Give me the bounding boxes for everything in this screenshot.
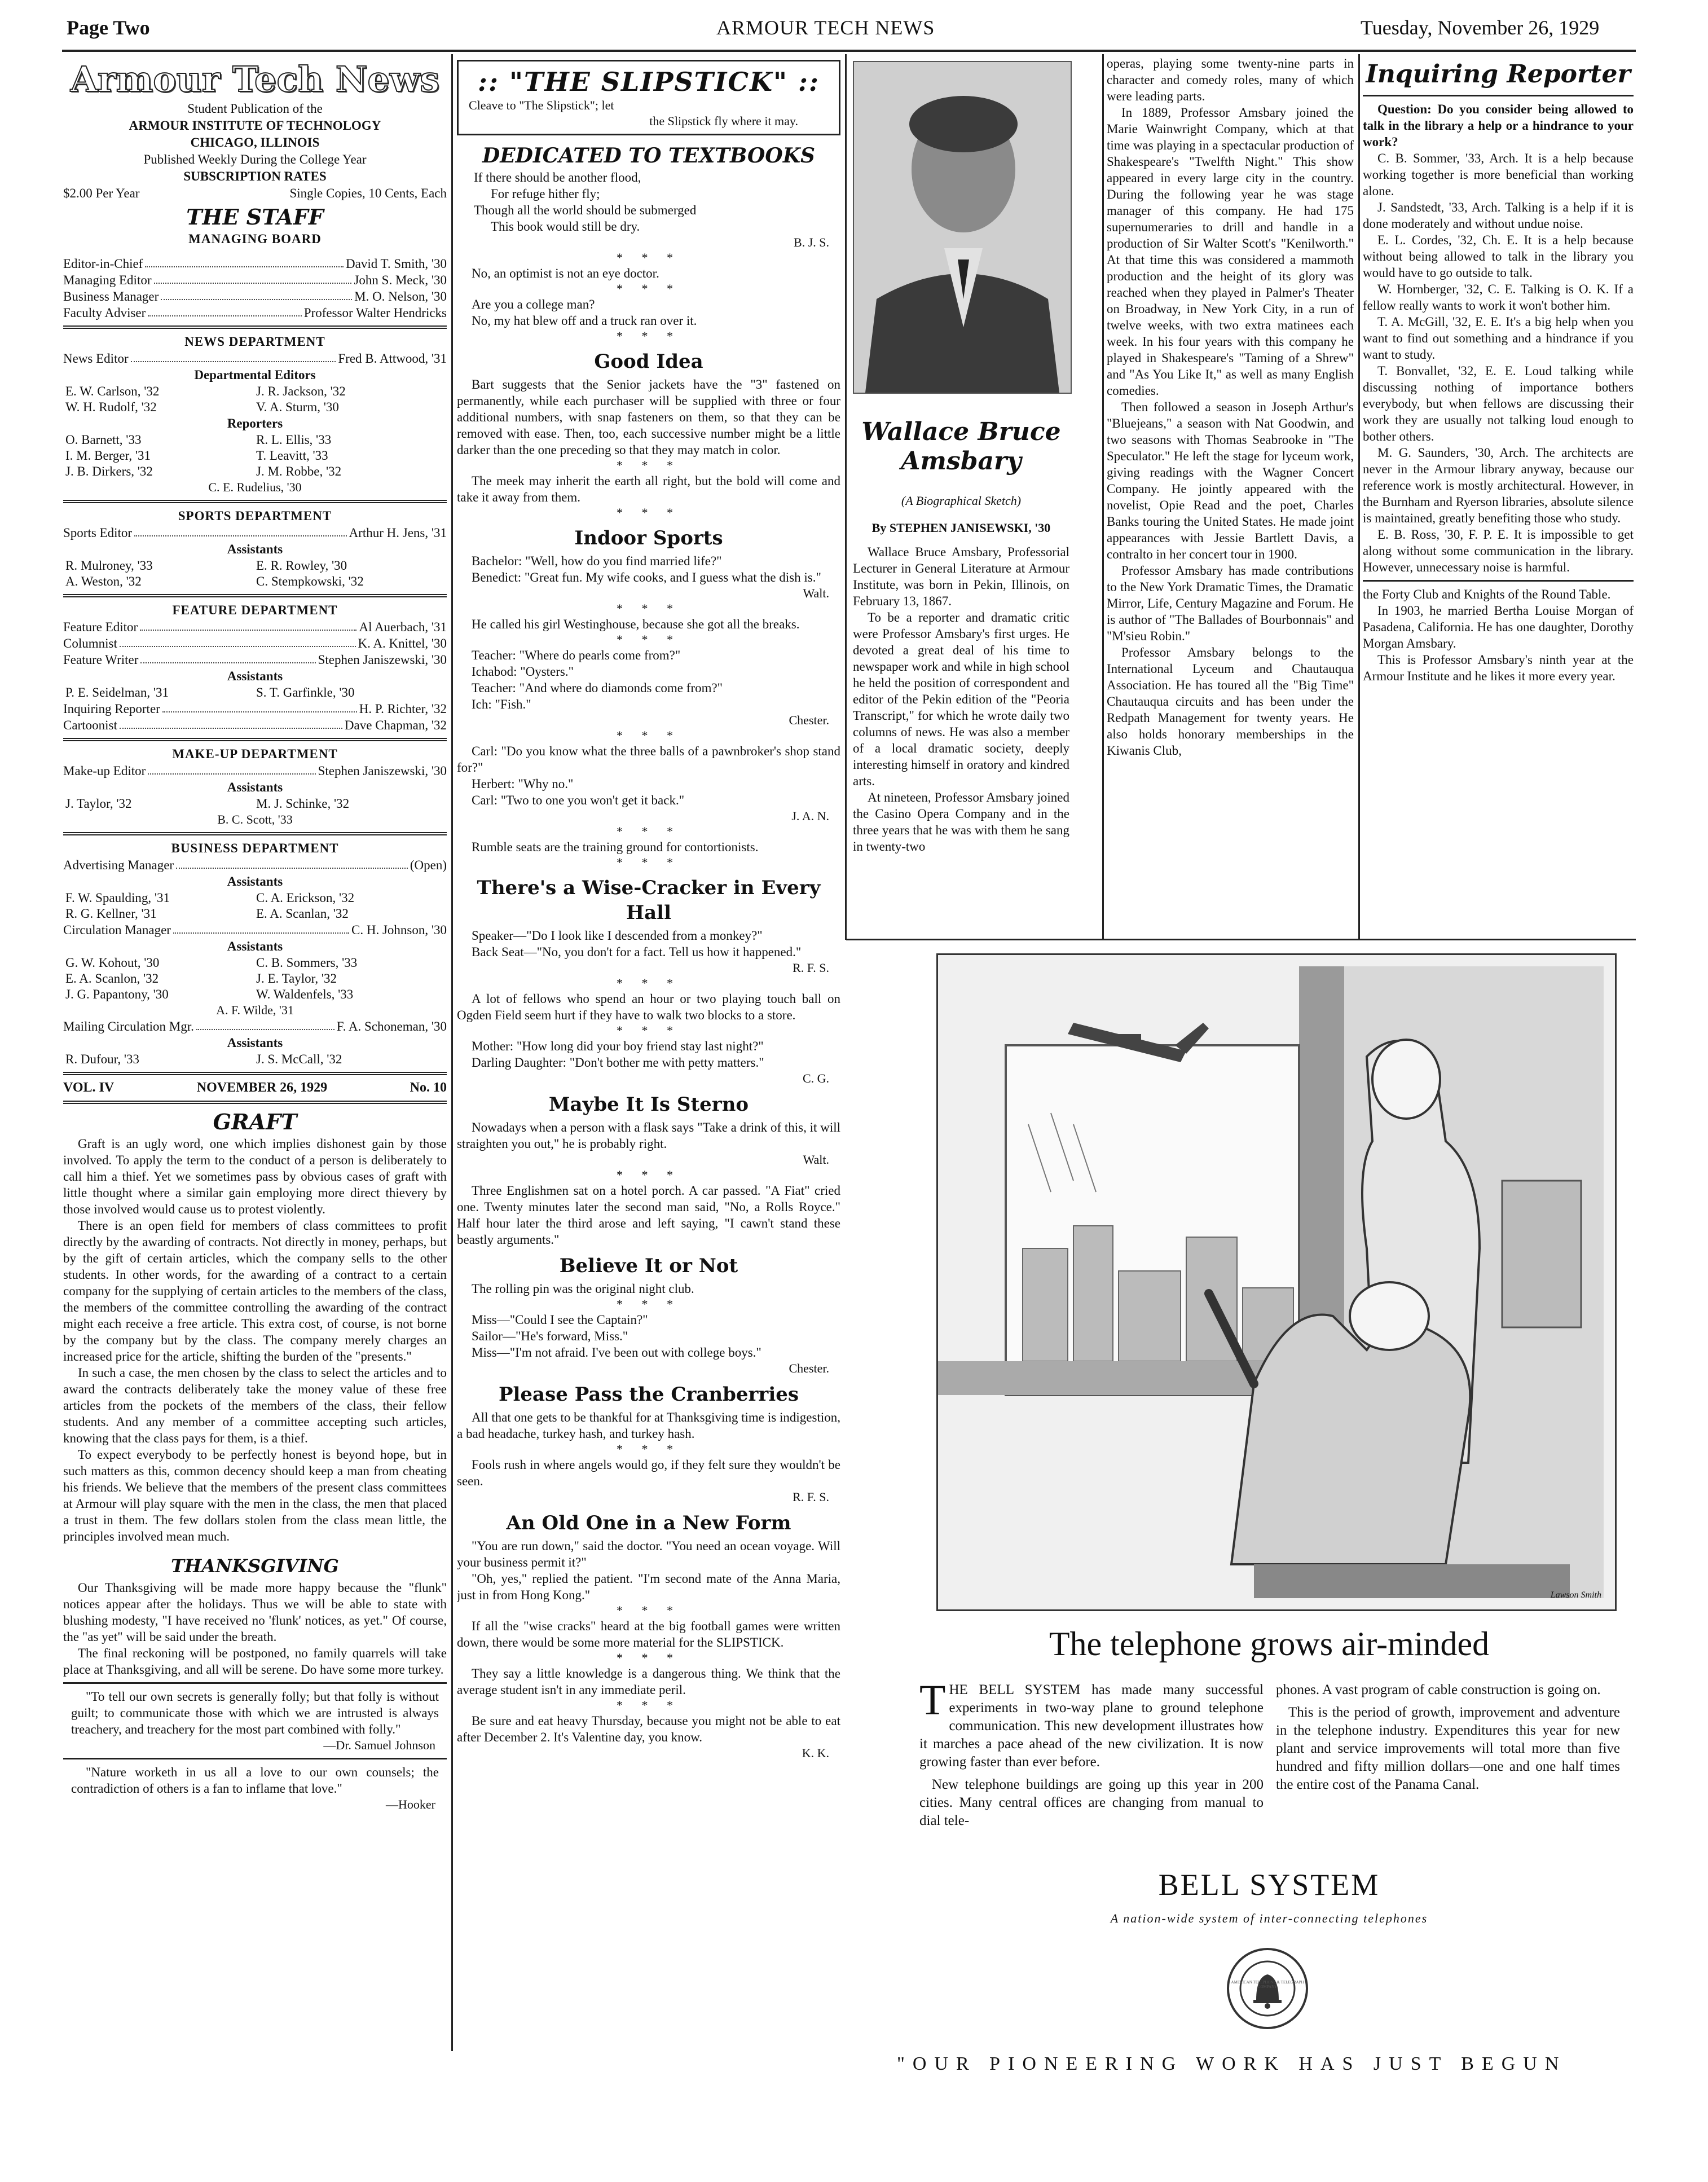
joke: Carl: "Do you know what the three balls of a pawnbroker's shop stand for?" Herbert: "Why no." Carl: "Two to one you won't get it back." xyxy=(457,744,840,807)
joke: All that one gets to be thankful for at Thanksgiving time is indigestion, a bad headache, turkey hash, and turkey hash. xyxy=(457,1410,840,1441)
joke: "You are run down," said the doctor. "You need an ocean voyage. Will your business permit it?" "Oh, yes," replied the patient. "I'm second mate of the Anna Maria, just in from Hong Kong." xyxy=(457,1539,840,1602)
staff-pair: I. M. Berger, '31 T. Leavitt, '33 xyxy=(65,448,328,463)
dept-editors-label: Departmental Editors xyxy=(194,368,316,382)
joke: The meek may inherit the earth all right, but the bold will come and take it away from them. xyxy=(457,474,840,504)
staff-pair: E. A. Scanlon, '32 J. E. Taylor, '32 xyxy=(65,971,337,986)
joke: Three Englishmen sat on a hotel porch. A car passed. "A Fiat" cried one. Twenty minutes later the second man said, "No, a Rolls Royce." Half hour later the third arose and left saying, "I cawn't stand these beastly arguments." xyxy=(457,1184,840,1247)
staff-pair: J. B. Dirkers, '32 J. M. Robbe, '32 xyxy=(65,464,342,478)
page-number: Page Two xyxy=(67,16,150,39)
staff-row: Sports Editor Arthur H. Jens, '31 xyxy=(63,526,447,540)
pub-line-1: Student Publication of the xyxy=(187,102,323,116)
staff-row: Business Manager M. O. Nelson, '30 xyxy=(63,289,447,303)
inquiring-reporter-title: Inquiring Reporter xyxy=(1366,60,1631,89)
pub-line-3: CHICAGO, ILLINOIS xyxy=(190,135,320,149)
bio-name-line2: Amsbary xyxy=(901,447,1022,476)
column-rule-2 xyxy=(845,54,847,940)
joke: Bachelor: "Well, how do you find married life?" Benedict: "Great fun. My wife cooks, and I guess what the dish is." xyxy=(472,554,821,584)
joke: Are you a college man? No, my hat blew off and a truck ran over it. xyxy=(472,297,697,328)
bio-continued-column xyxy=(1107,55,1354,935)
staff-row: Mailing Circulation Mgr. F. A. Schoneman, '30 xyxy=(63,1019,447,1033)
ad-dropcap: T xyxy=(919,1681,946,1724)
graft-editorial: Graft is an ugly word, one which implies dishonest gain by those involved. To apply the term to the conduct of a person is deliberately to call him a thief. Yet we sometimes pass by obvious cases of graft with little thought where a similar gain employing more direct thievery by those involved would cause us to protest violently. There is an open field for members of class committees to profit directly by the awarding of contracts. Not directly in money, perhaps, but by the gift of certain articles, which the company sells to the other students. In other words, for the awarding of a contract to a certain company for the supplying of certain articles to the members of the class, the members of the committee controlling the awarding of the contract might each receive a free article. This extra cost, of course, is not borne by the company but by the class. The company merely charges an increased price for the article, shifting the burden of the "presents." In such a case, the men chosen by the class to select the articles and to award the contracts deliberately take the money value of these free articles from the pockets of the members of the class, their fellow students. And any member of a committee accepting such articles, knowing that the class pays for them, is a thief. To expect everybody to be perfectly honest is beyond hope, but in such matters as this, common decency should keep a man from cheating his friends. We believe that the members of the present class committees at Armour will play square with the men in the class, the men that placed a trust in them. The few dollars stolen from the class mean little, the principles involved mean much. xyxy=(63,1137,447,1543)
assistants-label: Assistants xyxy=(227,939,283,953)
joke: No, an optimist is not an eye doctor. xyxy=(472,266,659,280)
joke: Teacher: "Where do pearls come from?" Ichabod: "Oysters." Teacher: "And where do diamonds come from?" Ich: "Fish." xyxy=(472,648,723,711)
hooker-quote-author: —Hooker xyxy=(386,1797,435,1811)
makeup-dept-label: MAKE-UP DEPARTMENT xyxy=(172,747,338,761)
dedicated-title: DEDICATED TO TEXTBOOKS xyxy=(482,144,816,168)
staff-row: Editor-in-Chief David T. Smith, '30 xyxy=(63,257,447,271)
assistants-label: Assistants xyxy=(227,874,283,888)
news-dept-label: NEWS DEPARTMENT xyxy=(184,335,325,349)
staff-row: Circulation Manager C. H. Johnson, '30 xyxy=(63,923,447,937)
good-idea-text: Bart suggests that the Senior jackets have the "3" fastened on permanently, while each purchaser will be supplied with three or four additional numbers, with snap fasteners on them, so that they can be removed with ease. Then, too, each successive number might be a little darker than the one preceding so that they may match in color. xyxy=(457,377,840,457)
joke: Fools rush in where angels would go, if they felt sure they wouldn't be seen. xyxy=(457,1458,840,1488)
staff-pair: O. Barnett, '33 R. L. Ellis, '33 xyxy=(65,433,332,447)
portrait-photo xyxy=(853,61,1072,394)
joke: Nowadays when a person with a flask says "Take a drink of this, it will straighten you out," he is probably right. xyxy=(457,1120,840,1151)
inquiring-question: Question: Do you consider being allowed to talk in the library a help or a hindrance to your work? xyxy=(1363,102,1634,149)
staff-row: News Editor Fred B. Attwood, '31 xyxy=(63,351,447,366)
thanksgiving-editorial: Our Thanksgiving will be made more happy because the "flunk" notices appear after the holidays. Thus we will be able to state with blushing modesty, "I have received no 'flunk' notices, as yet." Of course, the "as yet" will be said under the breath. The final reckoning will be postponed, no family quarrels will take place at Thanksgiving, and all will be serene. Do have some more turkey. xyxy=(63,1581,447,1677)
staff-pair: R. Mulroney, '33 E. R. Rowley, '30 xyxy=(65,558,347,573)
reporters-label: Reporters xyxy=(227,416,283,430)
dedicated-poem: If there should be another flood, For refuge hither fly; Though all the world should be submerged This book would still be dry. xyxy=(474,170,697,234)
staff-row: Inquiring Reporter H. P. Richter, '32 xyxy=(63,702,447,716)
inquiring-answers: C. B. Sommer, '33, Arch. It is a help because working together is more beneficial than working alone. J. Sandstedt, '33, Arch. Talking is a help if it is done moderately and without undue noise. E. L. Cordes, '32, Ch. E. It is a help because without being allowed to talk in the library you would have to go outside to talk. W. Hornberger, '32, C. E. Talking is O. K. If a fellow really wants to work it won't bother him. T. A. McGill, '32, E. E. It's a big help when you want to find out something and a hindrance if you want to study. T. Bonvallet, '32, E. E. Loud talking while discussing nothing of importance bothers everybody, but when fellows are discussing their work they are usually not talking loud enough to bother others. M. G. Saunders, '30, Arch. The architects are never in the Armour library anyway, because our reference work is mostly architectural. However, in the Burnham and Ryerson libraries, absolute silence is maintained, greatly benefiting those who study. E. B. Ross, '30, F. P. E. It is impossible to get along without some communication in the library. However, unnecessary noise is harmful. xyxy=(1363,151,1634,574)
slipstick-column: :: "THE SLIPSTICK" :: Cleave to "The Slipstick"; let the Slipstick fly where it may. DEDICATED TO TEXTBOOKS If there should be another flood, For refuge hither fly; Though all the world should be submerged This book would still be dry. B. J. S. * * * No, an optimist is not an eye doctor. * * * Are you a college man? No, my hat blew off and a truck ran over it. * * * Good Idea Bart suggests that the Senior jackets have the "3" fastened on permanently, while each purchaser will be supplied with three or four additional numbers, with snap fasteners on them, so that they can be removed with ease. Then, too, each successive number might be a little darker than the one preceding so that they may match in color. * * * The meek may inherit the earth all right, but the bold will come and take it away from them. * * * Indoor Sports Bachelor: "Well, how do you find married life?" Benedict: "Great fun. My wife cooks, and I guess what the dish is." Walt. * * * He called his girl Westinghouse, because she got all the breaks. * * * Teacher: "Where do pearls come from?" Ichabod: "Oysters." Teacher: "And where do diamonds come from?" Ich: "Fish." Chester. * * * Carl: "Do you know what the three balls of a pawnbroker's shop stand for?" Herbert: "Why no." Carl: "Two to one you won't get it back." J. A. N. * * * Rumble seats are the training ground for contortionists. * * * There's a Wise-Cracker in Every Hall Speaker—"Do I look like I descended from a monkey?" Back Seat—"No, you don't for a fact. Tell us how it happened." R. F. S. * * * A lot of fellows who spend an hour or two playing touch ball on Ogden Field seem hurt if they have to walk two blocks to a store. * * * Mother: "How long did your boy friend stay last night?" Darling Daughter: "Don't bother me with petty matters." C. G. Maybe It Is Sterno Nowadays when a person with a flask says "Take a drink of this, it will straighten you out," he is probably right. Walt. * * * Three Englishmen sat on a hotel porch. A car passed. "A Fiat" cried one. Twenty minutes later the second man said, "No, a Rolls Royce." Half hour later the third arose and left saying, "I cawn't stand these beastly arguments." Believe It or Not The rolling pin was the original night club. * * * Miss—"Could I see the Captain?" Sailor—"He's forward, Miss." Miss—"I'm not afraid. I've been out with college boys." Chester. Please Pass the Cranberries All that one gets to be thankful for at Thanksgiving time is indigestion, a bad headache, turkey hash, and turkey hash. * * * Fools rush in where angels would go, if they felt sure they wouldn't be seen. R. F. S. An Old One in a New Form "You are run down," said the doctor. "You need an ocean voyage. Will your business permit it?" "Oh, yes," replied the patient. "I'm second mate of the Anna Maria, just in from Hong Kong." * * * If all the "wise cracks" heard at the big football games were written down, there would be some more material for the SLIPSTICK. * * * They say a little knowledge is a dangerous thing. We think that the average student isn't in any immediate peril. * * * Be sure and eat heavy Thursday, because you might not be able to eat after December 2. It's Valentine day, you know. K. K. xyxy=(457,59,840,2067)
issue-date: Tuesday, November 26, 1929 xyxy=(1361,16,1600,39)
staff-pair: J. G. Papantony, '30 W. Waldenfels, '33 xyxy=(65,987,354,1001)
hooker-quote: "Nature worketh in us all a love to our own counsels; the contradiction of others is a fan to inflame that love." xyxy=(71,1765,439,1796)
seal-text: AMERICAN TELEPHONE & TELEGRAPH COMPANY xyxy=(1231,1980,1304,1989)
pub-line-4: Published Weekly During the College Year xyxy=(143,152,367,166)
airplane-window-illustration xyxy=(938,955,1615,1609)
business-dept-label: BUSINESS DEPARTMENT xyxy=(171,841,339,855)
rates-row: $2.00 Per Year Single Copies, 10 Cents, Each xyxy=(63,186,447,200)
ad-top-rule xyxy=(846,939,1636,940)
bio-text-end: the Forty Club and Knights of the Round Table. In 1903, he married Bertha Louise Morgan of Pasadena, California. He has one daughter, Dorothy Morgan Amsbary. This is Professor Amsbary's ninth year at the Armour Institute and he likes it more every year. xyxy=(1363,587,1634,683)
staff-row: Feature Editor Al Auerbach, '31 xyxy=(63,620,447,634)
column-rule-3 xyxy=(1102,54,1104,940)
ad-copy-left: THE BELL SYSTEM has made many successful experiments in two-way plane to ground telephone communication. This new development illustrates how it marches a pace ahead of the new civilization. It is now growing faster than ever before. New telephone buildings are going up this year in 200 cities. Many central offices are changing from manual to dial tele- xyxy=(919,1681,1264,1828)
good-idea-title: Good Idea xyxy=(594,350,703,373)
managing-board-label: MANAGING BOARD xyxy=(188,232,322,246)
graft-title: GRAFT xyxy=(213,1109,297,1134)
joke: If all the "wise cracks" heard at the big football games were written down, there would be some more material for the SLIPSTICK. xyxy=(457,1619,840,1649)
joke: Speaker—"Do I look like I descended from a monkey?" Back Seat—"No, you don't for a fact. Tell us how it happened." xyxy=(472,929,802,959)
staff-row: Feature Writer Stephen Janiszewski, '30 xyxy=(63,653,447,667)
indoor-sports-title: Indoor Sports xyxy=(574,527,723,549)
staff-row: Faculty Adviser Professor Walter Hendricks xyxy=(63,306,447,320)
joke: Rumble seats are the training ground for contortionists. xyxy=(472,840,759,854)
staff-single: B. C. Scott, '33 xyxy=(217,812,293,826)
masthead-logo: Armour Tech News xyxy=(70,59,440,100)
ad-headline: The telephone grows air-minded xyxy=(1049,1625,1490,1662)
ad-slogan: "OUR PIONEERING WORK HAS JUST BEGUN xyxy=(897,2053,1567,2074)
ad-illustration xyxy=(936,953,1617,1611)
staff-pair: G. W. Kohout, '30 C. B. Sommers, '33 xyxy=(65,956,358,970)
pub-line-2: ARMOUR INSTITUTE OF TECHNOLOGY xyxy=(129,118,381,133)
sterno-title: Maybe It Is Sterno xyxy=(548,1093,749,1116)
bio-text: Wallace Bruce Amsbary, Professorial Lecturer in General Literature at Armour Institute, was born in Pekin, Illinois, on February 13, 1867. To be a reporter and dramatic critic were Professor Amsbary's first urges. He devoted a great deal of his time to newspaper work and while in high school he held the position of correspondent and editor of the Pekin edition of the "Peoria Transcript," for which he wrote daily two columns of news. He was also a member of a local dramatic society, deeply interesting himself in oratory and kindred arts. At nineteen, Professor Amsbary joined the Casino Opera Company and in the three years that he was with them he sang in twenty-two xyxy=(853,545,1069,854)
staff-pair: R. Dufour, '33 J. S. McCall, '32 xyxy=(65,1052,342,1066)
staff-pair: F. W. Spaulding, '31 C. A. Erickson, '32 xyxy=(65,891,355,905)
volume-line: VOL. IV NOVEMBER 26, 1929 No. 10 xyxy=(63,1080,447,1095)
column-rule-4 xyxy=(1358,54,1360,940)
column-rule-1 xyxy=(451,54,453,2051)
joke: He called his girl Westinghouse, because she got all the breaks. xyxy=(472,617,800,631)
staff-pair: J. Taylor, '32 M. J. Schinke, '32 xyxy=(65,797,350,811)
assistants-label: Assistants xyxy=(227,1036,283,1050)
portrait-image xyxy=(854,62,1071,393)
joke: Miss—"Could I see the Captain?" Sailor—"He's forward, Miss." Miss—"I'm not afraid. I've been out with college boys." xyxy=(472,1313,761,1360)
staff-pair: R. G. Kellner, '31 E. A. Scanlan, '32 xyxy=(65,907,349,921)
johnson-quote-author: —Dr. Samuel Johnson xyxy=(323,1738,435,1752)
header-rule xyxy=(62,50,1636,52)
believe-title: Believe It or Not xyxy=(559,1255,738,1277)
thanksgiving-title: THANKSGIVING xyxy=(171,1555,339,1577)
wise-cracker-title: There's a Wise-Cracker in Every Hall xyxy=(477,877,821,924)
slipstick-masthead: :: "THE SLIPSTICK" :: Cleave to "The Slipstick"; let the Slipstick fly where it may. xyxy=(457,60,840,135)
joke: They say a little knowledge is a dangerous thing. We think that the average student isn't in any immediate peril. xyxy=(457,1666,840,1697)
staff-row: Make-up Editor Stephen Janiszewski, '30 xyxy=(63,764,447,778)
staff-row: Advertising Manager (Open) xyxy=(63,858,447,872)
paper-name: ARMOUR TECH NEWS xyxy=(716,16,935,39)
assistants-label: Assistants xyxy=(227,542,283,556)
sports-dept-label: SPORTS DEPARTMENT xyxy=(178,509,332,523)
bio-column xyxy=(853,395,1069,936)
joke: Mother: "How long did your boy friend stay last night?" Darling Daughter: "Don't bother me with petty matters." xyxy=(472,1039,764,1070)
bio-text-continued: operas, playing some twenty-nine parts in character and comedy roles, many of which were leading parts. In 1889, Professor Amsbary joined the Marie Wainwright Company, which at that time was playing in a spectacular production of Shakespeare's "Twelfth Night." This show appeared in every large city in the country. During the following year he was stage manager of this company. He had 175 supernumeraries to drill and handle in a production of Sir Walter Scott's "Kenilworth." At that time this was considered a mammoth production and the height of its glory was reached when they played in Palmer's Theater on Broadway, in New York City, in a run of twelve weeks, with two extra matinees each week. In his four years with this company he played in Shakespeare's "Taming of a Shrew" and "As You Like It," as well as many English comedies. Then followed a season in Joseph Arthur's "Bluejeans," a season with Nat Goodwin, and two seasons with Thomas Seabrooke in "The Speculator." He left the stage for lyceum work, giving readings with the Wagner Concert Company. He jointly appeared with the novelist, Opie Read and the poet, Charles Banks touring the United States. He made joint appearances with Jessie Bartlett Davis, a contralto in her concert tour in 1900. Professor Amsbary has made contributions to the New York Dramatic Times, the Dramatic Mirror, Life, Century Magazine and Forum. He is author of "The Ballades of Bourbonnais" and "M'sieu Robin." Professor Amsbary belongs to the International Lyceum and Chautauqua Association. He has toured all the "Big Time" Chautauqua circuits and has been under the Redpath Management for twenty years. He also holds honorary memberships in the Kiwanis Club, xyxy=(1107,56,1354,758)
joke: A lot of fellows who spend an hour or two playing touch ball on Ogden Field seem hurt if they have to walk two blocks to a store. xyxy=(457,992,840,1022)
feature-dept-label: FEATURE DEPARTMENT xyxy=(172,603,338,617)
staff-row: Managing Editor John S. Meck, '30 xyxy=(63,273,447,287)
bio-name-line1: Wallace Bruce xyxy=(861,417,1061,446)
johnson-quote: "To tell our own secrets is generally folly; but that folly is without guilt; to communicate those with which we are intrusted is always treachery, and treachery for the most part combined with folly." xyxy=(71,1690,439,1736)
bio-subtitle: (A Biographical Sketch) xyxy=(901,494,1022,508)
ad-brand: BELL SYSTEM xyxy=(1158,1868,1380,1902)
staff-row: Columnist K. A. Knittel, '30 xyxy=(63,636,447,650)
assistants-label: Assistants xyxy=(227,780,283,794)
joke: The rolling pin was the original night club. xyxy=(472,1282,694,1296)
joke: Be sure and eat heavy Thursday, because you might not be able to eat after December 2. It's Valentine day, you know. xyxy=(457,1714,840,1744)
staff-single: A. F. Wilde, '31 xyxy=(216,1003,294,1017)
staff-pair: P. E. Seidelman, '31 S. T. Garfinkle, '30 xyxy=(65,685,355,700)
bell-seal xyxy=(1225,1946,1310,2031)
staff-title: THE STAFF xyxy=(186,204,324,230)
staff-column xyxy=(63,59,447,2067)
inquiring-reporter-column xyxy=(1363,59,1634,939)
staff-single: C. E. Rudelius, '30 xyxy=(208,480,302,494)
staff-pair: W. H. Rudolf, '32 V. A. Sturm, '30 xyxy=(65,400,339,414)
cranberries-title: Please Pass the Cranberries xyxy=(498,1383,799,1406)
bio-byline: By STEPHEN JANISEWSKI, '30 xyxy=(871,521,1051,535)
staff-pair: E. W. Carlson, '32 J. R. Jackson, '32 xyxy=(65,384,346,398)
assistants-label: Assistants xyxy=(227,669,283,683)
artist-signature: Lawson Smith xyxy=(1550,1590,1601,1600)
staff-pair: A. Weston, '32 C. Stempkowski, '32 xyxy=(65,574,364,588)
old-one-title: An Old One in a New Form xyxy=(506,1512,791,1534)
staff-row: Cartoonist Dave Chapman, '32 xyxy=(63,718,447,732)
ad-copy-right: phones. A vast program of cable construction is going on. This is the period of growth, improvement and adventure in the telephone industry. Expenditures this year for new plant and service improvements will total more than five hundred and fifty million dollars—one and one half times the entire cost of the Panama Canal. xyxy=(1276,1682,1620,1792)
pub-line-5: SUBSCRIPTION RATES xyxy=(183,169,327,183)
ad-tagline: A nation-wide system of inter-connecting telephones xyxy=(1110,1911,1428,1925)
